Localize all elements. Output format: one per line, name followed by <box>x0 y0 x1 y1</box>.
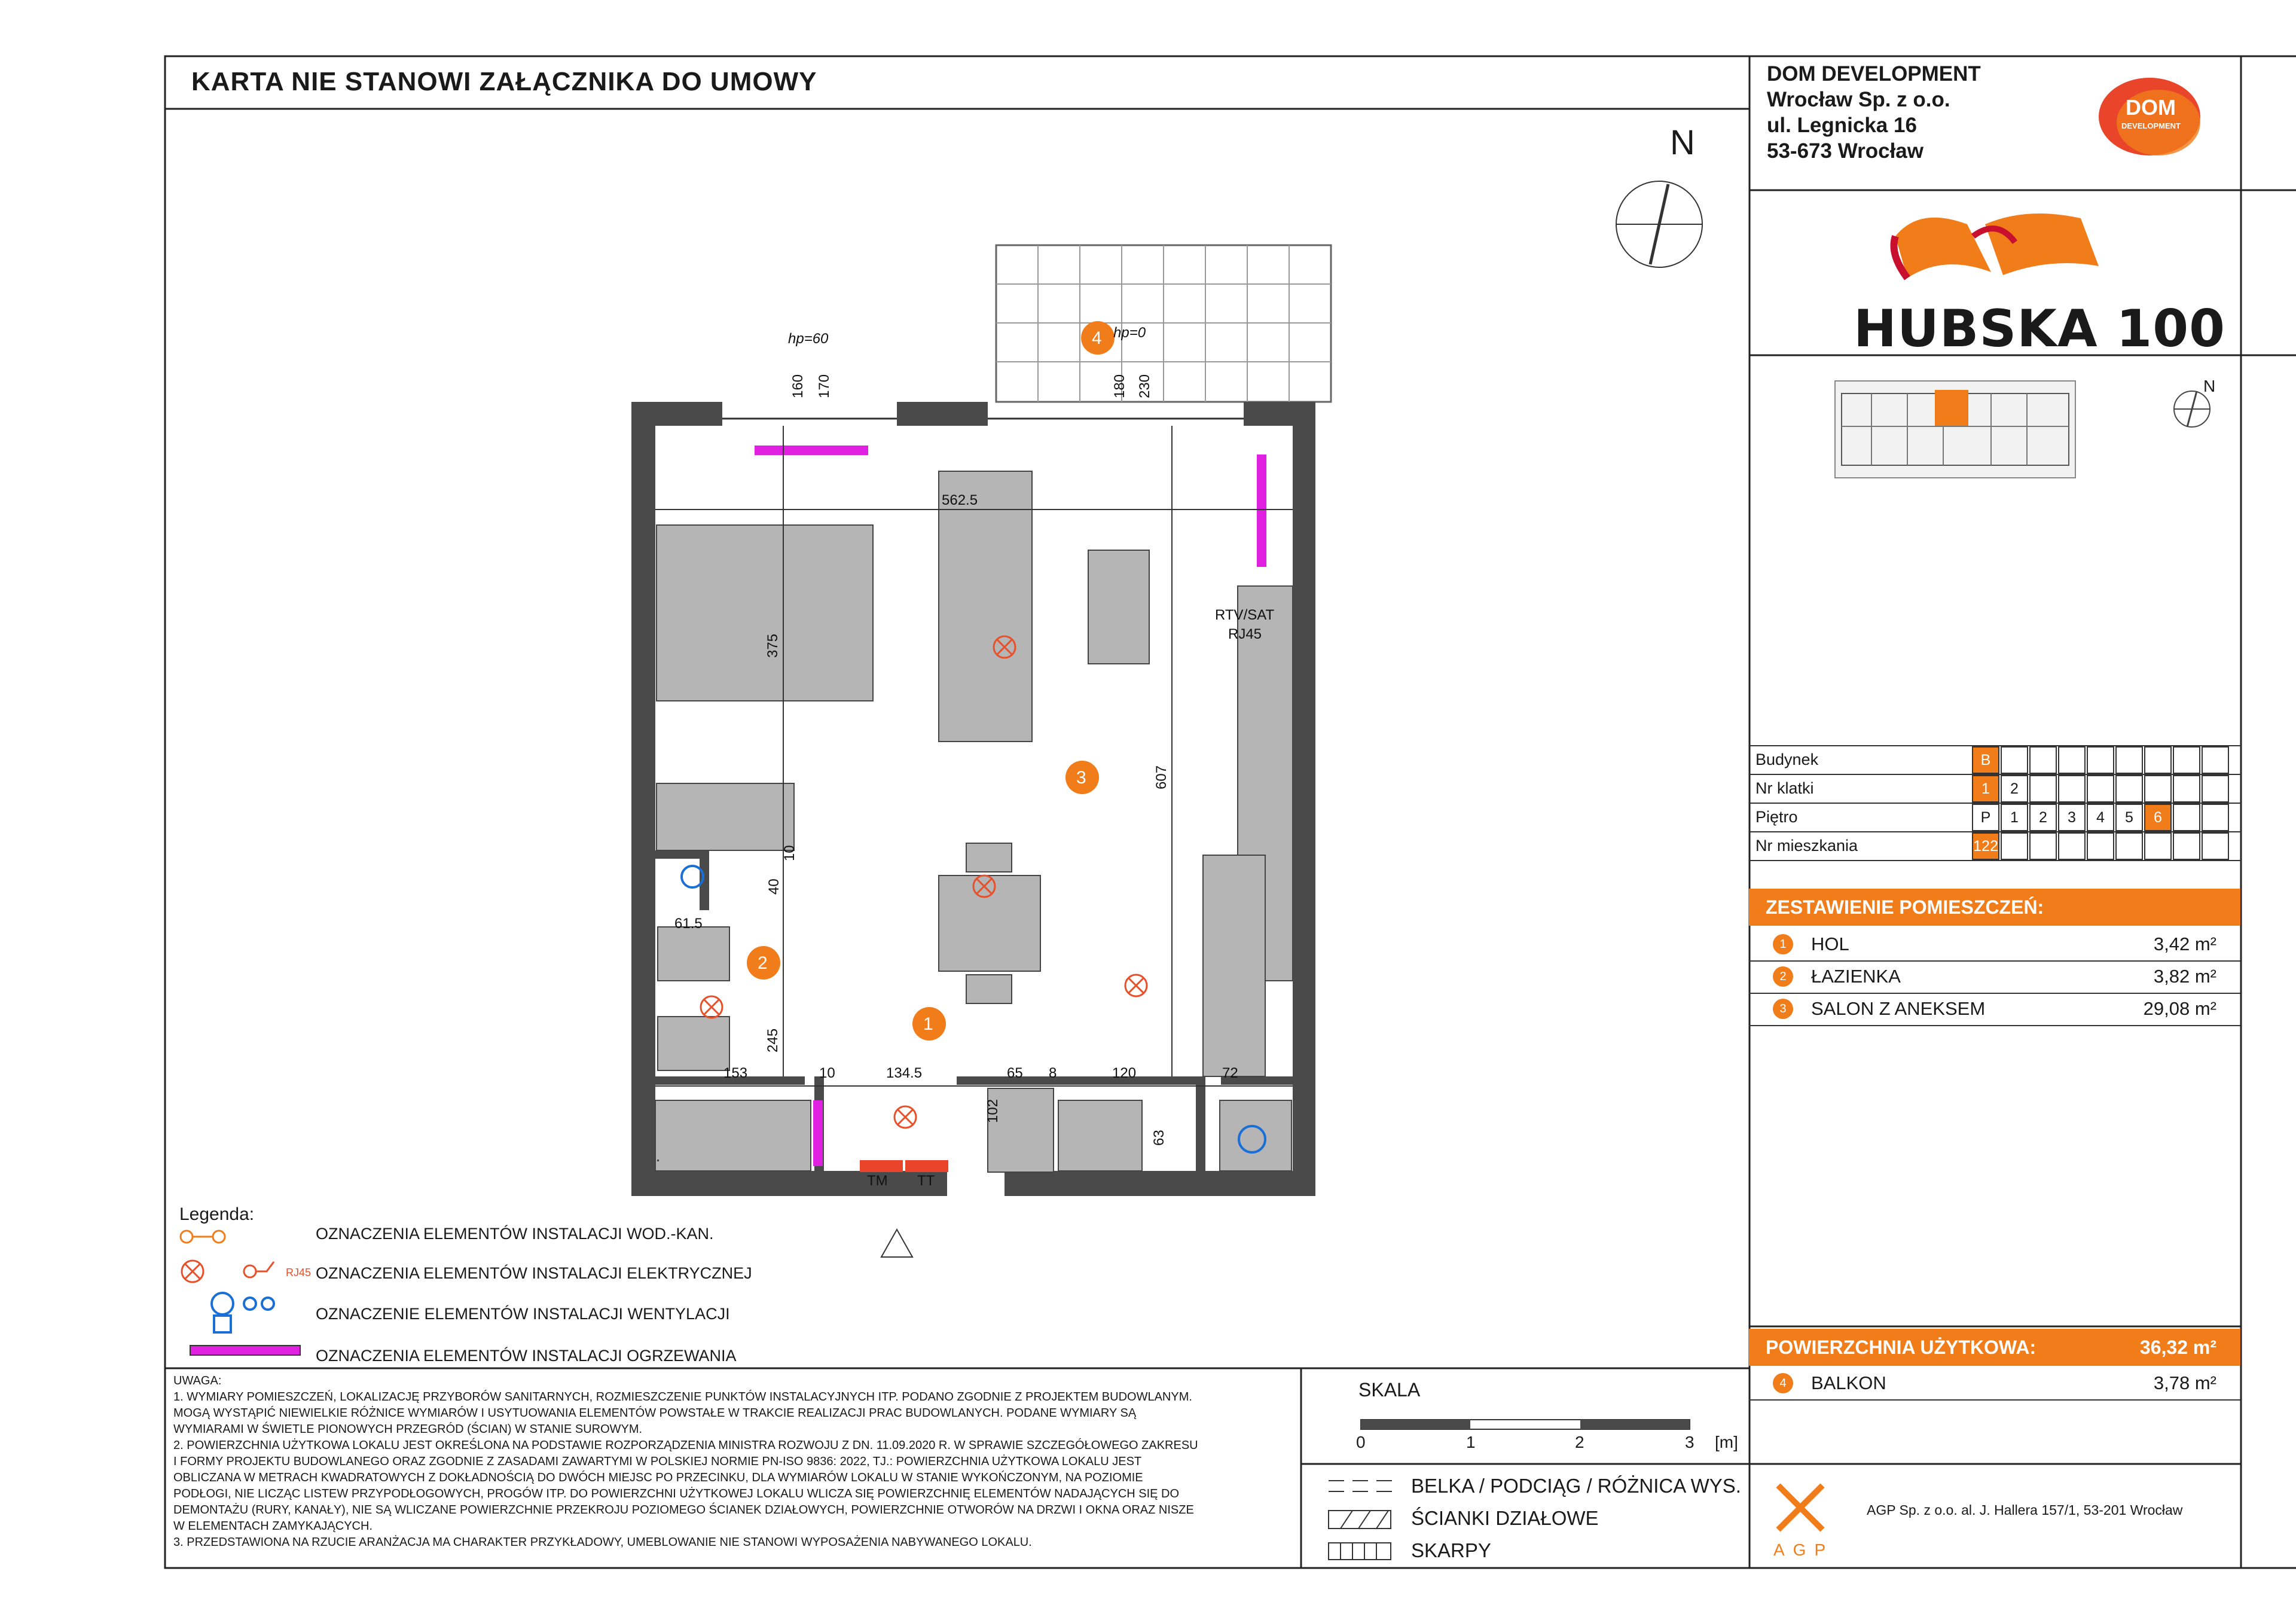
room-area: 3,78 m² <box>2153 1372 2216 1393</box>
balcony <box>996 245 1331 402</box>
note-line: OBLICZANA W METRACH KWADRATOWYCH Z DOKŁADNOŚCIĄ DO DWÓCH MIEJSC PO PRZECINKU, DLA WYMIARÓW LOKALU W STANIE WYKOŃCZONYM, NA POZIOMIE <box>173 1471 1143 1484</box>
dim-170: 170 <box>816 374 832 398</box>
building-cell: B <box>1972 746 1999 774</box>
symbol-jamb: SKARPY <box>1411 1539 1491 1561</box>
dim-180: 180 <box>1112 374 1128 398</box>
grid-cell <box>2144 832 2172 860</box>
symbol-icons <box>1326 1475 1398 1562</box>
kitchen-counter <box>1203 855 1265 1076</box>
floor-cell: 2 <box>2029 804 2057 831</box>
dim-8: 8 <box>1049 1065 1057 1081</box>
note-line: PODŁOGI, NIE LICZĄC LISTEW PRZYPODŁOGOWYCH, PROGÓW ITP. DO POWIERZCHNI UŻYTKOWEJ LOKALU WLICZA SIĘ POWIERZCHNIĘ ELEMENTÓW NADAJĄCYCH SIĘ DO <box>173 1487 1180 1500</box>
project-name: HUBSKA 100 <box>1854 299 2225 359</box>
legend-item-3: OZNACZENIE ELEMENTÓW INSTALACJI WENTYLACJI <box>316 1305 730 1323</box>
note-line: 2. POWIERZCHNIA UŻYTKOWA LOKALU JEST OKREŚLONA NA PODSTAWIE ROZPORZĄDZENIA MINISTRA ROZWOJU Z DN. 11.09.2020 R. W SPRAWIE SZCZEGÓŁOWEGO ZAKRESU <box>173 1439 1198 1452</box>
grid-cell <box>2144 775 2172 803</box>
room-num: 1 <box>1773 934 1793 954</box>
hp-0: hp=0 <box>1113 325 1146 341</box>
company-line4: 53-673 Wrocław <box>1767 139 1923 163</box>
bathtub <box>655 1100 811 1171</box>
note-line: 3. PRZEDSTAWIONA NA RZUCIE ARANŻACJA MA CHARAKTER PRZYKŁADOWY, UMEBLOWANIE NIE STANOWI WYPOSAŻENIA NABYWANEGO LOKALU. <box>173 1536 1032 1549</box>
sink <box>658 1017 729 1070</box>
dim-562: 562.5 <box>942 492 978 508</box>
keyplan-north: N <box>2203 377 2216 395</box>
dim-63: 63 <box>1151 1130 1167 1146</box>
vent-icon <box>212 1293 274 1332</box>
usable-label: POWIERZCHNIA UŻYTKOWA: <box>1766 1337 2037 1358</box>
scale-tick-0: 0 <box>1356 1433 1366 1451</box>
agp-mark: AGP <box>1773 1540 1834 1559</box>
note-line: WYMIARAMI W ŚWIETLE PIONOWYCH PRZEGRÓD (ŚCIAN) W STANIE SUROWYM. <box>173 1423 643 1436</box>
grid-cell <box>2173 832 2200 860</box>
grid-cell <box>2144 746 2172 774</box>
grid-cell <box>2029 775 2057 803</box>
details-grid <box>1750 745 2241 864</box>
film-strip-icon <box>1883 200 2111 290</box>
rj45-legend: RJ45 <box>286 1267 312 1279</box>
scale-tick-3: 3 <box>1685 1433 1694 1451</box>
note-line: 1. WYMIARY POMIESZCZEŃ, LOKALIZACJĘ PRZYBORÓW SANITARNYCH, ROZMIESZCZENIE PUNKTÓW INSTALACYJNYCH ITP. PODANO ZGODNIE Z PROJEKTEM BUDOWLANYM. <box>173 1390 1192 1404</box>
agp-logo-icon <box>1773 1481 1827 1534</box>
logo-text: DOM <box>2126 95 2176 120</box>
agp-address: AGP Sp. z o.o. al. J. Hallera 157/1, 53-201 Wrocław <box>1867 1502 2183 1518</box>
dom-logo <box>2093 72 2206 161</box>
furniture <box>655 471 1293 1172</box>
grid-cell <box>2029 746 2057 774</box>
usable-area: 36,32 m² <box>2139 1337 2216 1358</box>
usable-area-bar <box>1749 1329 2240 1366</box>
company-line2: Wrocław Sp. z o.o. <box>1767 88 1950 111</box>
rj45-label: RJ45 <box>1228 626 1262 642</box>
building-label: Budynek <box>1755 751 1819 768</box>
legend-item-1: OZNACZENIA ELEMENTÓW INSTALACJI WOD.-KAN. <box>316 1225 714 1243</box>
room-row-3 <box>1749 993 2240 1026</box>
stair-cell: 1 <box>1972 775 1999 803</box>
room-badge-1: 1 <box>923 1014 933 1034</box>
dim-230: 230 <box>1137 374 1153 398</box>
wardrobe <box>657 783 794 850</box>
grid-cell <box>2115 832 2143 860</box>
note-line: DEMONTAŻU (RURY, KANAŁY), NIE SĄ WLICZANE POWIERZCHNIE PRZEKROJU POZIOMEGO ŚCIANEK DZIAŁOWYCH, POWIERZCHNIE OTWORÓW NA DRZWI I OKNA ORAZ NISZE <box>173 1503 1194 1517</box>
note-line: MOGĄ WYSTĄPIĆ NIEWIELKIE RÓŻNICE WYMIARÓW I USYTUOWANIA ELEMENTÓW POWSTAŁE W TRAKCIE REALIZACJI PRAC BUDOWLANYCH. PODANE WYMIARY SĄ <box>173 1407 1137 1420</box>
dim-10: 10 <box>819 1065 835 1081</box>
tt-label: TT <box>917 1173 935 1189</box>
stair-label: Nr klatki <box>1755 779 1814 797</box>
chair <box>966 843 1012 872</box>
grid-cell <box>2173 804 2200 831</box>
dim-160: 160 <box>790 374 806 398</box>
floor-cell-selected: 6 <box>2144 804 2172 831</box>
room-badge-2: 2 <box>758 953 768 973</box>
grid-cell <box>2173 775 2200 803</box>
symbol-partition: ŚCIANKI DZIAŁOWE <box>1411 1507 1599 1529</box>
legend-title: Legenda: <box>179 1204 255 1224</box>
room-area: 29,08 m² <box>2143 998 2216 1019</box>
room-name: SALON Z ANEKSEM <box>1811 998 1986 1019</box>
floor-cell: 3 <box>2058 804 2086 831</box>
grid-cell <box>2202 804 2229 831</box>
apt-number-cell: 122 <box>1972 832 1999 860</box>
chair <box>966 975 1012 1003</box>
dim-10b: 10 <box>781 845 798 861</box>
sofa <box>939 471 1032 742</box>
tm-label: TM <box>867 1173 888 1189</box>
floor-cell: P <box>1972 804 1999 831</box>
water-icon <box>181 1231 225 1243</box>
dining-table <box>939 875 1040 971</box>
dim-61-5: 61.5 <box>674 916 703 932</box>
tt-box <box>905 1160 948 1172</box>
room-name: ŁAZIENKA <box>1811 966 1901 987</box>
coffee-table <box>1088 550 1149 664</box>
grid-cell <box>2029 832 2057 860</box>
grid-cell <box>2115 775 2143 803</box>
floor-label: Piętro <box>1755 808 1798 826</box>
electric-icon <box>182 1261 274 1282</box>
grid-cell <box>2087 746 2114 774</box>
grid-cell <box>2058 832 2086 860</box>
grid-cell <box>2202 746 2229 774</box>
room-row-2 <box>1749 960 2240 994</box>
scale-label: SKALA <box>1358 1379 1421 1401</box>
room-badge-3: 3 <box>1076 768 1086 788</box>
room-row-1 <box>1749 928 2240 962</box>
notes-title: UWAGA: <box>173 1374 222 1387</box>
triangle-icon <box>879 1227 915 1261</box>
scale-tick-2: 2 <box>1575 1433 1584 1451</box>
grid-cell <box>2001 832 2028 860</box>
legend-item-4: OZNACZENIA ELEMENTÓW INSTALACJI OGRZEWANIA <box>316 1347 737 1365</box>
rtv-label: RTV/SAT <box>1215 607 1275 623</box>
company-name: DOM DEVELOPMENT <box>1767 62 1981 86</box>
room-num: 2 <box>1773 966 1793 987</box>
room-name: BALKON <box>1811 1372 1886 1393</box>
floor-cell: 4 <box>2087 804 2114 831</box>
stair-cell: 2 <box>2001 775 2028 803</box>
grid-cell <box>2058 775 2086 803</box>
scale-tick-1: 1 <box>1466 1433 1476 1451</box>
dim-134-5: 134.5 <box>886 1065 923 1081</box>
grid-cell <box>2058 746 2086 774</box>
apt-label: Nr mieszkania <box>1755 837 1858 855</box>
room-badge-4: 4 <box>1092 328 1102 348</box>
dim-120: 120 <box>1112 1065 1137 1081</box>
grid-cell <box>2173 746 2200 774</box>
room-name: HOL <box>1811 933 1849 954</box>
room-num: 4 <box>1773 1373 1793 1393</box>
balcony-row <box>1749 1367 2240 1401</box>
toilet <box>658 927 729 981</box>
room-num: 3 <box>1773 999 1793 1019</box>
note-line: W ELEMENTACH ZAMYKAJĄCYCH. <box>173 1520 373 1533</box>
compass-north: N <box>1670 123 1695 162</box>
bed <box>657 525 873 701</box>
dim-102: 102 <box>985 1099 1001 1123</box>
floor-cell: 1 <box>2001 804 2028 831</box>
tm-box <box>860 1160 903 1172</box>
heating-icon <box>190 1346 300 1355</box>
legend-item-2: OZNACZENIA ELEMENTÓW INSTALACJI ELEKTRYCZNEJ <box>316 1264 752 1282</box>
note-line: I FORMY PROJEKTU BUDOWLANEGO ORAZ ZGODNIE Z ZASADAMI ZAWARTYMI W POLSKIEJ NORMIE PN-ISO 9836: 2022, TJ.: POWIERZCHNIA UŻYTKOWA LOKALU JEST <box>173 1455 1142 1468</box>
dim-65: 65 <box>1007 1065 1023 1081</box>
grid-cell <box>2202 775 2229 803</box>
grid-cell <box>2115 746 2143 774</box>
grid-cell <box>2202 832 2229 860</box>
company-line3: ul. Legnicka 16 <box>1767 114 1917 137</box>
legend-icons <box>177 1227 320 1365</box>
scale-unit: [m] <box>1715 1433 1738 1451</box>
key-plan <box>1834 380 2076 478</box>
grid-cell <box>2087 832 2114 860</box>
compass-icon <box>1608 173 1710 275</box>
floor-cell: 5 <box>2115 804 2143 831</box>
apartment-marker <box>1935 390 1968 426</box>
fridge <box>1058 1100 1142 1171</box>
grid-cell <box>2001 746 2028 774</box>
symbol-beam: BELKA / PODCIĄG / RÓŻNICA WYS. <box>1411 1475 1741 1497</box>
logo-sub: DEVELOPMENT <box>2121 121 2181 130</box>
scale-bar <box>1357 1415 1692 1439</box>
dim-245: 245 <box>765 1028 781 1052</box>
grid-cell <box>2087 775 2114 803</box>
rooms-heading: ZESTAWIENIE POMIESZCZEŃ: <box>1749 889 2240 926</box>
page-title: KARTA NIE STANOWI ZAŁĄCZNIKA DO UMOWY <box>191 67 817 96</box>
dim-153: 153 <box>723 1065 748 1081</box>
shower <box>1220 1100 1292 1171</box>
room-area: 3,42 m² <box>2153 933 2216 954</box>
dim-607: 607 <box>1153 765 1170 789</box>
floor-plan <box>622 239 1339 1226</box>
dim-40: 40 <box>766 878 782 895</box>
dim-375: 375 <box>765 633 781 658</box>
dim-72: 72 <box>1222 1065 1238 1081</box>
room-area: 3,82 m² <box>2153 966 2216 987</box>
hp-60: hp=60 <box>788 331 829 347</box>
